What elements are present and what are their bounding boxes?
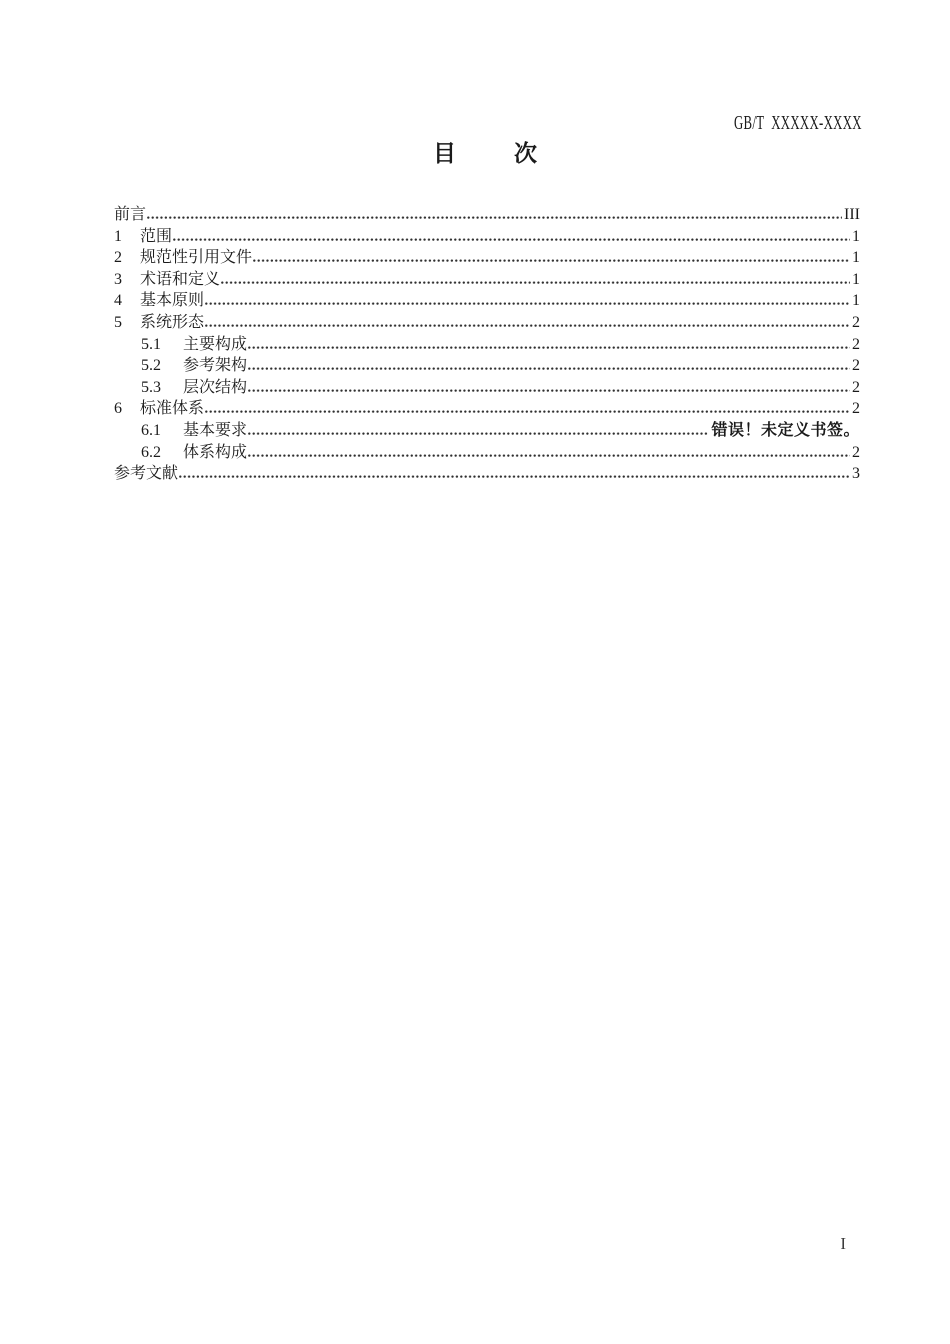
toc-entry[interactable] — [114, 463, 860, 485]
toc-entry-number: 5.3 — [141, 378, 161, 396]
toc-entry-number: 6 — [114, 400, 122, 418]
toc-entry[interactable] — [114, 355, 860, 377]
dot-leader — [253, 259, 850, 262]
toc-entry[interactable] — [114, 247, 860, 269]
toc-entry-label: 标准体系 — [140, 400, 205, 418]
toc-entry[interactable] — [114, 290, 860, 312]
toc-entry-label: 规范性引用文件 — [140, 249, 253, 267]
toc-entry[interactable] — [114, 226, 860, 248]
toc-entry-label: 基本原则 — [140, 292, 205, 310]
dot-leader — [173, 238, 850, 241]
dot-leader — [179, 475, 850, 478]
toc-entry-label: 范围 — [140, 227, 173, 245]
toc-entry-page: 3 — [852, 465, 860, 483]
toc-entry[interactable] — [114, 377, 860, 399]
dot-leader — [248, 389, 850, 392]
dot-leader — [205, 302, 850, 305]
toc-entry-page: 2 — [852, 400, 860, 418]
toc-entry-number: 5 — [114, 313, 122, 331]
toc-entry-page: 1 — [852, 292, 860, 310]
toc-entry[interactable] — [114, 442, 860, 464]
toc-entry-label: 系统形态 — [140, 313, 205, 331]
toc-entry-page: 2 — [852, 378, 860, 396]
dot-leader — [248, 454, 850, 457]
toc-entry-page: 1 — [852, 227, 860, 245]
dot-leader — [248, 367, 850, 370]
dot-leader — [205, 324, 850, 327]
toc-entry-label: 层次结构 — [183, 378, 248, 396]
toc-entry-number: 6.1 — [141, 421, 161, 439]
toc-entry[interactable] — [114, 312, 860, 334]
dot-leader — [248, 432, 709, 435]
toc-entry[interactable] — [114, 334, 860, 356]
toc-entry[interactable] — [114, 398, 860, 420]
toc-entry-page: 错误！未定义书签。 — [711, 421, 860, 439]
toc-entry-page: 2 — [852, 357, 860, 375]
toc-entry-label: 主要构成 — [183, 335, 248, 353]
dot-leader — [248, 346, 850, 349]
toc-entry-label: 参考架构 — [183, 357, 248, 375]
standard-code: GB/T XXXXX-XXXX — [734, 112, 862, 134]
toc-entry-label: 体系构成 — [183, 443, 248, 461]
toc-entry-number: 2 — [114, 249, 122, 267]
toc-list — [114, 204, 860, 485]
toc-entry-page: 2 — [852, 443, 860, 461]
toc-entry-number: 6.2 — [141, 443, 161, 461]
dot-leader — [147, 216, 842, 219]
toc-entry-number: 3 — [114, 270, 122, 288]
toc-entry[interactable] — [114, 420, 860, 442]
toc-entry-number: 4 — [114, 292, 122, 310]
dot-leader — [221, 281, 850, 284]
toc-entry-number: 5.2 — [141, 357, 161, 375]
footer-page-number: I — [840, 1234, 846, 1253]
toc-entry-page: III — [844, 206, 860, 223]
toc-entry-page: 2 — [852, 335, 860, 353]
toc-entry-label: 基本要求 — [183, 421, 248, 439]
toc-entry[interactable] — [114, 204, 860, 226]
toc-entry-page: 1 — [852, 270, 860, 288]
toc-entry-label: 前言 — [114, 206, 147, 223]
toc-entry[interactable] — [114, 269, 860, 291]
toc-entry-page: 2 — [852, 313, 860, 331]
toc-entry-page: 1 — [852, 249, 860, 267]
toc-entry-label: 参考文献 — [114, 465, 179, 483]
dot-leader — [205, 410, 850, 413]
toc-entry-number: 1 — [114, 227, 122, 245]
toc-entry-label: 术语和定义 — [140, 270, 221, 288]
page-title: 目 次 — [433, 140, 541, 166]
toc-entry-number: 5.1 — [141, 335, 161, 353]
